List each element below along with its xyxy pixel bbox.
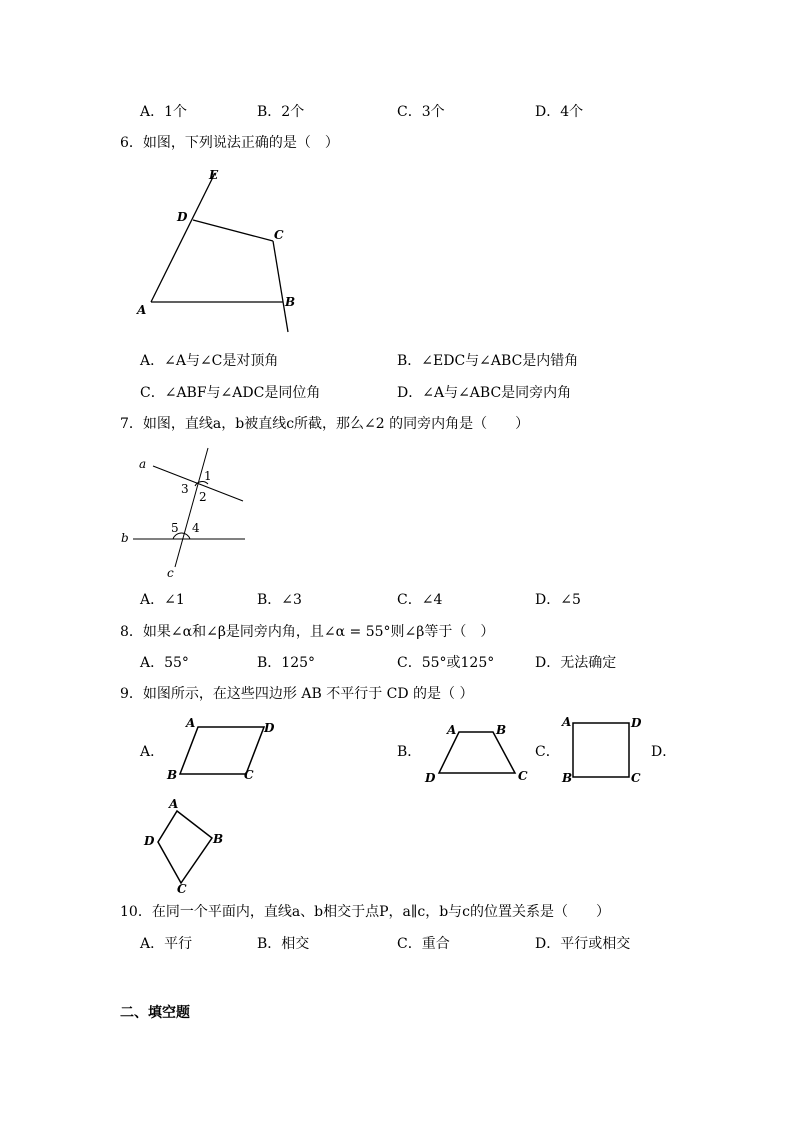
q5-option-a: A．1个 (140, 104, 188, 120)
q9-figure-b (420, 718, 530, 790)
q7-label-a: a (139, 457, 147, 471)
q6-line-ae (151, 173, 215, 302)
q8-stem: 8．如果∠α和∠β是同旁内角，且∠α = 55°则∠β等于（ ） (120, 624, 495, 640)
q9-option-a-letter: A． (140, 744, 165, 760)
q9-figure-c-shape (573, 723, 629, 777)
q9-a-label-c: C (244, 768, 254, 782)
q9-c-label-a: A (562, 715, 572, 729)
q7-label-1: 1 (204, 469, 212, 483)
section-fill-in-blank-title: 二、填空题 (120, 1005, 190, 1021)
q7-label-3: 3 (181, 482, 189, 496)
q7-label-4: 4 (192, 521, 200, 535)
q5-option-c: C．3个 (397, 104, 445, 120)
q6-label-a: A (137, 303, 147, 317)
q9-d-label-b: B (213, 832, 224, 846)
q6-option-c: C．∠ABF与∠ADC是同位角 (140, 385, 321, 401)
q9-option-d-letter: D． (651, 744, 677, 760)
q6-label-e: E (209, 168, 219, 182)
q6-label-c: C (274, 228, 284, 242)
q10-option-c: C．重合 (397, 936, 450, 952)
q7-label-5: 5 (171, 521, 179, 535)
q8-option-a: A．55° (140, 655, 189, 671)
q9-figure-a-shape (180, 727, 264, 774)
q9-stem: 9．如图所示，在这些四边形 AB 不平行于 CD 的是（ ） (120, 686, 474, 702)
q10-stem: 10．在同一个平面内，直线a、b相交于点P，a∥c，b与c的位置关系是（ ） (120, 904, 610, 920)
q9-figure-d (140, 795, 230, 895)
q6-segment-dc (193, 220, 273, 241)
q9-a-label-b: B (167, 768, 178, 782)
q10-option-b: B．相交 (257, 936, 310, 952)
q9-d-label-d: D (144, 834, 155, 848)
q7-option-a: A．∠1 (140, 592, 185, 608)
q9-a-label-a: A (186, 716, 196, 730)
q7-option-d: D．∠5 (535, 592, 581, 608)
q7-label-2: 2 (199, 490, 207, 504)
q6-option-a: A．∠A与∠C是对顶角 (140, 353, 279, 369)
q5-option-d: D．4个 (535, 104, 584, 120)
q6-figure (130, 165, 310, 340)
q9-b-label-a: A (447, 723, 457, 737)
q9-option-c-letter: C． (535, 744, 560, 760)
q9-option-b-letter: B． (397, 744, 422, 760)
q9-b-label-c: C (518, 769, 528, 783)
q8-option-c: C．55°或125° (397, 655, 495, 671)
q9-figure-b-shape (439, 732, 515, 773)
q9-figure-a (160, 712, 280, 787)
q9-figure-d-shape (158, 811, 212, 883)
q7-option-c: C．∠4 (397, 592, 443, 608)
q7-option-b: B．∠3 (257, 592, 302, 608)
q6-label-b: B (285, 295, 296, 309)
q7-label-b: b (121, 531, 129, 545)
q9-a-label-d: D (264, 721, 275, 735)
q9-c-label-b: B (562, 771, 573, 785)
q6-option-b: B．∠EDC与∠ABC是内错角 (397, 353, 579, 369)
q10-option-a: A．平行 (140, 936, 193, 952)
q7-figure (115, 440, 255, 585)
q10-option-d: D．平行或相交 (535, 936, 631, 952)
q9-c-label-c: C (631, 771, 641, 785)
q9-b-label-d: D (425, 771, 436, 785)
q8-option-b: B．125° (257, 655, 316, 671)
q7-label-c: c (167, 566, 174, 580)
q7-stem: 7．如图，直线a，b被直线c所截，那么∠2 的同旁内角是（ ） (120, 416, 530, 432)
q6-label-d: D (177, 210, 188, 224)
q5-option-b: B．2个 (257, 104, 305, 120)
q6-stem: 6．如图，下列说法正确的是（ ） (120, 135, 339, 151)
q8-option-d: D．无法确定 (535, 655, 617, 671)
q9-d-label-c: C (177, 882, 187, 896)
q9-c-label-d: D (631, 716, 642, 730)
q9-d-label-a: A (169, 797, 179, 811)
q9-b-label-b: B (496, 723, 507, 737)
q6-line-cf (273, 241, 288, 332)
q6-option-d: D．∠A与∠ABC是同旁内角 (397, 385, 572, 401)
q9-figure-c (558, 712, 648, 787)
q7-line-c (175, 448, 208, 567)
